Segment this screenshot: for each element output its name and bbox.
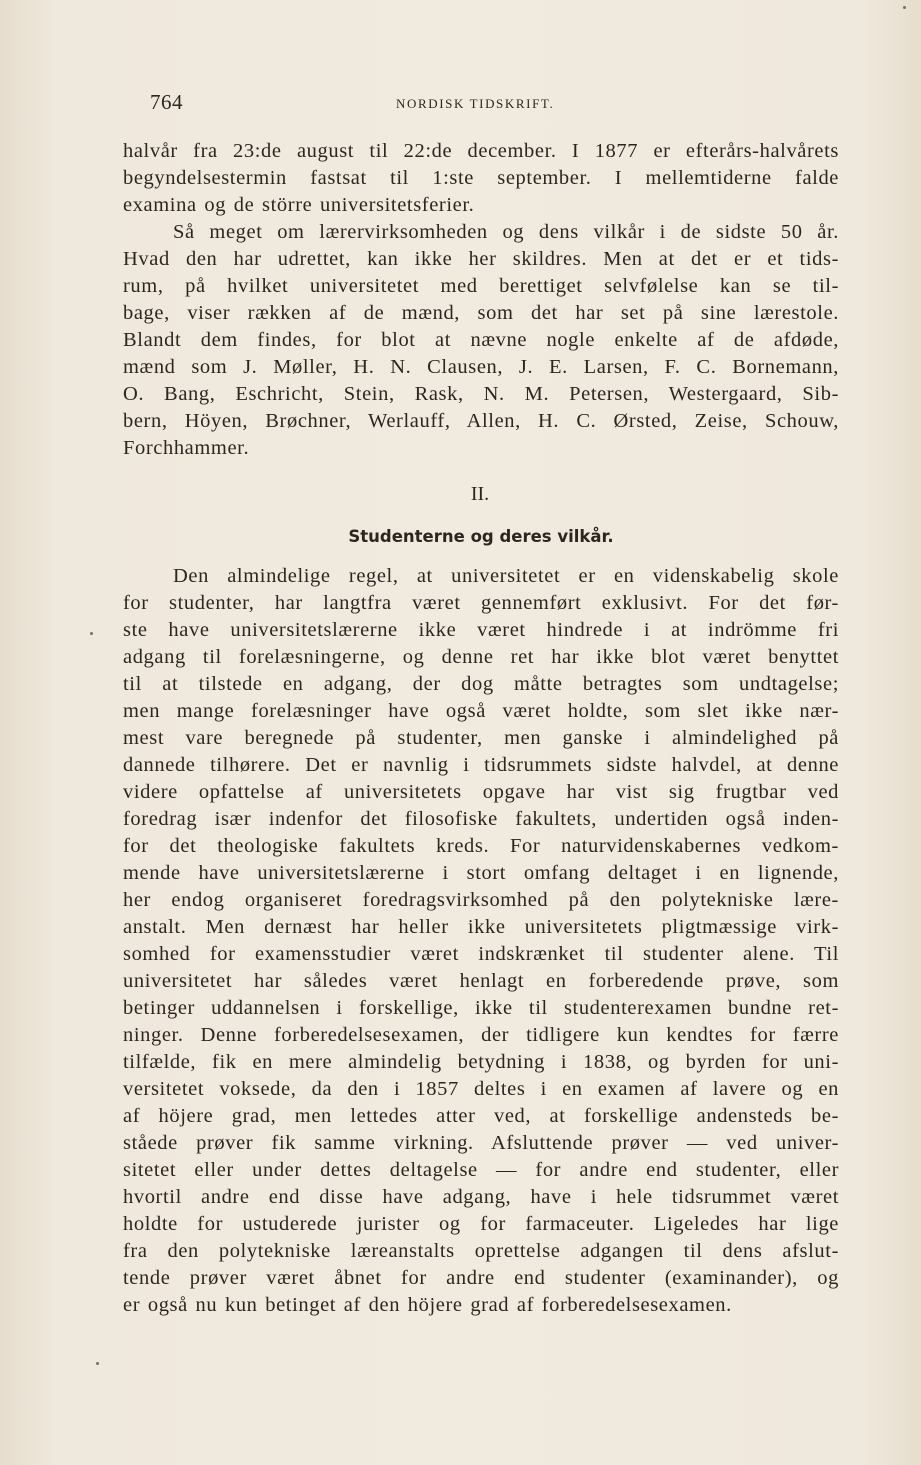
text-line: fra den polytekniske læreanstalts oprettelse adgangen til dens afslut-: [123, 1240, 839, 1262]
journal-title: NORDISK TIDSKRIFT.: [396, 96, 555, 111]
paper-speck: [96, 1362, 99, 1365]
text-line: for studenter, har langtfra været gennemført exklusivt. For det før-: [123, 592, 839, 614]
text-block-top: [123, 138, 839, 462]
text-line: examina og de större universitetsferier.: [123, 194, 475, 216]
running-head: [150, 90, 840, 120]
paper-speck: [903, 6, 906, 9]
text-line: af höjere grad, men lettedes atter ved, at forskellige andensteds be-: [123, 1105, 839, 1127]
text-line: tilfælde, fik en mere almindelig betydning i 1838, og byrden for uni-: [123, 1051, 839, 1073]
text-line: ste have universitetslærerne ikke været hindrede i at indrömme fri: [123, 619, 839, 641]
paper-speck: [90, 632, 93, 635]
text-line: somhed for examensstudier været indskrænket til studenter alene. Til: [123, 943, 839, 965]
text-line: anstalt. Men dernæst har heller ikke universitetets pligtmæssige virk-: [123, 916, 839, 938]
text-line: halvår fra 23:de august til 22:de december. I 1877 er efterårs-halvårets: [123, 140, 839, 162]
text-line: er også nu kun betinget af den höjere grad af forberedelsesexamen.: [123, 1294, 732, 1316]
text-line: Forchhammer.: [123, 437, 250, 459]
text-line: Blandt dem findes, for blot at nævne nogle enkelte af de afdøde,: [123, 329, 839, 351]
text-line: videre opfattelse af universitetets opgave har vist sig frugtbar ved: [123, 781, 839, 803]
text-line: adgang til forelæsningerne, og denne ret har ikke blot været benyttet: [123, 646, 839, 668]
text-block-bottom: [123, 563, 839, 1319]
text-line: versitetet voksede, da den i 1857 deltes i en examen af lavere og en: [123, 1078, 839, 1100]
text-line: ståede prøver fik samme virkning. Afsluttende prøver — ved univer-: [123, 1132, 839, 1154]
text-line: rum, på hvilket universitetet med berettiget selvfølelse kan se til-: [123, 275, 839, 297]
text-line: O. Bang, Eschricht, Stein, Rask, N. M. Petersen, Westergaard, Sib-: [123, 383, 839, 405]
paragraph: [123, 138, 839, 219]
text-line: sitetet eller under dettes deltagelse — for andre end studenter, eller: [123, 1159, 839, 1181]
text-line: dannede tilhørere. Det er navnlig i tidsrummets sidste halvdel, at denne: [123, 754, 839, 776]
text-line: universitetet har således været henlagt en forberedende prøve, som: [123, 970, 839, 992]
text-line: ninger. Denne forberedelsesexamen, der tidligere kun kendtes for færre: [123, 1024, 839, 1046]
text-line: tende prøver været åbnet for andre end studenter (examinander), og: [123, 1267, 839, 1289]
text-line: for det theologiske fakultets kreds. For naturvidenskabernes vedkom-: [123, 835, 839, 857]
text-line: begyndelsestermin fastsat til 1:ste september. I mellemtiderne falde: [123, 167, 839, 189]
text-line: Hvad den har udrettet, kan ikke her skildres. Men at det er et tids-: [123, 248, 839, 270]
section-number: II.: [470, 483, 490, 505]
text-line: hvortil andre end disse have adgang, have i hele tidsrummet været: [123, 1186, 839, 1208]
text-line: foredrag især indenfor det filosofiske fakultets, undertiden også inden-: [123, 808, 839, 830]
text-line: bern, Höyen, Brøchner, Werlauff, Allen, H. C. Ørsted, Zeise, Schouw,: [123, 410, 839, 432]
text-line: men mange forelæsninger have også været holdte, som slet ikke nær-: [123, 700, 839, 722]
text-line: til at tilstede en adgang, der dog måtte betragtes som undtagelse;: [123, 673, 839, 695]
text-line: mænd som J. Møller, H. N. Clausen, J. E. Larsen, F. C. Bornemann,: [123, 356, 839, 378]
text-line: holdte for ustuderede jurister og for farmaceuter. Ligeledes har lige: [123, 1213, 839, 1235]
paragraph: [123, 563, 839, 1319]
text-line: Så meget om lærervirksomheden og dens vilkår i de sidste 50 år.: [173, 221, 839, 243]
section-title: Studenterne og deres vilkår.: [348, 527, 614, 546]
text-line: Den almindelige regel, at universitetet er en videnskabelig skole: [173, 565, 839, 587]
text-line: her endog organiseret foredragsvirksomhed på den polytekniske lære-: [123, 889, 839, 911]
text-line: betinger uddannelsen i forskellige, ikke til studenterexamen bundne ret-: [123, 997, 839, 1019]
text-line: mende have universitetslærerne i stort omfang deltaget i en lignende,: [123, 862, 839, 884]
page-number: 764: [150, 90, 183, 114]
paragraph: [123, 219, 839, 462]
text-line: mest vare beregnede på studenter, men ganske i almindelighed på: [123, 727, 839, 749]
text-line: bage, viser rækken af de mænd, som det har set på sine lærestole.: [123, 302, 839, 324]
